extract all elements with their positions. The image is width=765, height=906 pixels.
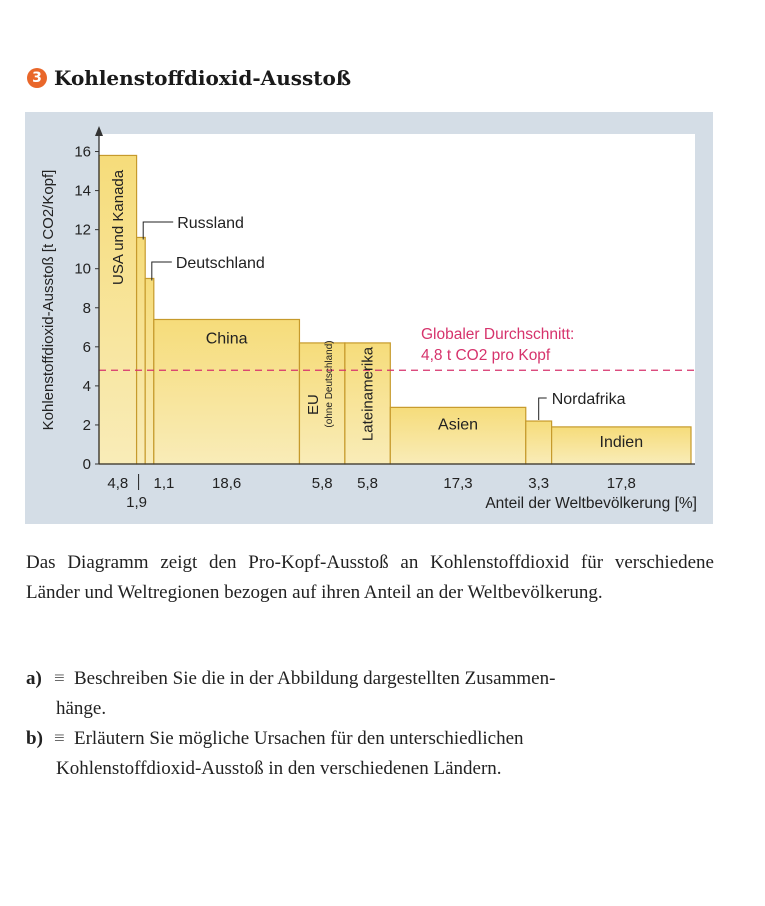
reference-line-label-1: Globaler Durchschnitt: — [421, 326, 575, 343]
bar-label-eu: EU — [305, 394, 323, 415]
bar-label-usa-kanada: USA und Kanada — [109, 169, 127, 285]
y-tick-label: 8 — [82, 299, 91, 317]
task-a-text-line1: Beschreiben Sie die in der Abbildung dargestellten Zusammen- — [74, 668, 556, 689]
x-tick-label-deutschland: 1,1 — [153, 475, 175, 492]
y-tick-label: 16 — [74, 143, 91, 161]
bar-label-deutschland: Deutschland — [175, 255, 265, 272]
x-tick-label-china: 18,6 — [212, 475, 242, 492]
section-title: Kohlenstoffdioxid-Ausstoß — [54, 66, 352, 90]
bar-label-lateinamerika: Lateinamerika — [359, 346, 377, 442]
y-tick-label: 14 — [74, 182, 91, 200]
chart-description: Das Diagramm zeigt den Pro-Kopf-Ausstoß an Kohlenstoffdioxid für verschiedene Länder und Weltregionen bezogen auf ihren Anteil an der Weltbevölkerung. — [26, 552, 714, 603]
bar-label-indien: Indien — [599, 433, 644, 451]
x-tick-label-lateinamerika: 5,8 — [357, 475, 379, 492]
section-number-badge: 3 — [27, 68, 47, 88]
x-tick-label-asien: 17,3 — [443, 475, 473, 492]
bar-nordafrika — [526, 421, 552, 464]
bar-deutschland — [145, 278, 154, 464]
y-axis-arrow — [95, 126, 103, 136]
x-axis-label: Anteil der Weltbevölkerung [%] — [485, 495, 697, 512]
y-tick-label: 10 — [74, 260, 91, 278]
x-tick-label-indien: 17,8 — [606, 475, 636, 492]
y-tick-label: 4 — [82, 377, 91, 395]
y-axis-label: Kohlenstoffdioxid-Ausstoß [t CO2/Kopf] — [40, 169, 57, 431]
task-b — [26, 724, 716, 784]
bar-label-asien: Asien — [438, 416, 479, 434]
task-b-label: b) — [26, 728, 43, 749]
task-a-text-line2: hänge. — [56, 698, 107, 719]
task-a — [26, 664, 716, 724]
y-tick-label: 12 — [74, 221, 91, 239]
y-tick-label: 2 — [82, 416, 91, 434]
x-tick-label-eu: 5,8 — [311, 475, 333, 492]
x-tick-label-russland: 1,9 — [126, 494, 148, 511]
reference-line-label-2: 4,8 t CO2 pro Kopf — [421, 347, 551, 364]
bar-label-russland: Russland — [177, 215, 244, 232]
task-b-text-line1: Erläutern Sie mögliche Ursachen für den unterschiedlichen — [74, 728, 524, 749]
bar-label-nordafrika: Nordafrika — [551, 391, 626, 408]
y-tick-label: 6 — [82, 338, 91, 356]
task-b-text-line2: Kohlenstoffdioxid-Ausstoß in den verschiedenen Ländern. — [56, 758, 502, 779]
difficulty-icon: ≡ — [54, 728, 65, 749]
y-tick-label: 0 — [82, 456, 91, 473]
chart-container — [25, 112, 713, 524]
bar-label-eu-note: (ohne Deutschland) — [324, 340, 336, 428]
section-heading — [27, 66, 351, 90]
co2-chart — [25, 112, 713, 524]
x-tick-label-usa-kanada: 4,8 — [107, 475, 129, 492]
bar-label-china: China — [205, 330, 248, 348]
difficulty-icon: ≡ — [54, 668, 65, 689]
task-a-label: a) — [26, 668, 42, 689]
x-tick-label-nordafrika: 3,3 — [528, 475, 550, 492]
bar-russland — [137, 237, 146, 464]
